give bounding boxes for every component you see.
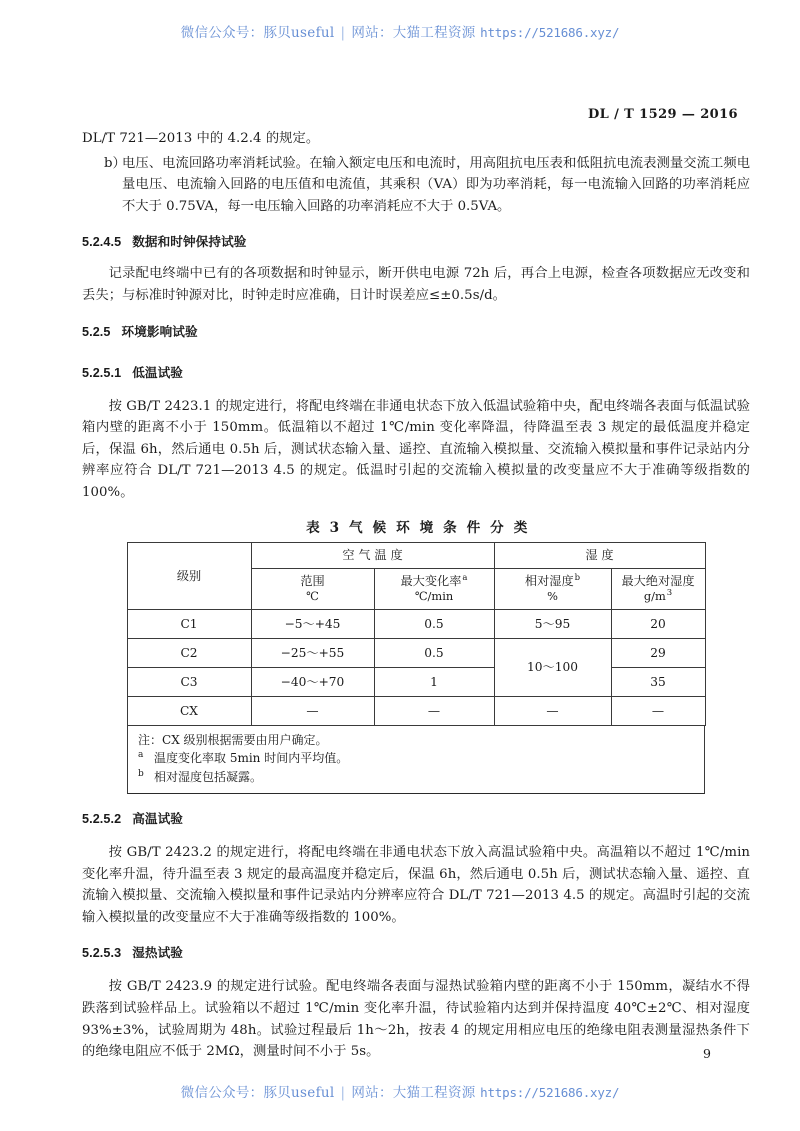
- running-head-text: DL / T 1529 — 2016: [587, 107, 738, 122]
- table-header-max-rate-unit: ℃/min: [414, 589, 454, 604]
- watermark-wechat-label: 微信公众号：豚贝useful: [180, 25, 335, 41]
- table-climate-conditions: [127, 542, 706, 726]
- section-paragraph: 按 GB/T 2423.2 的规定进行，将配电终端在非通电状态下放入高温试验箱中央。高温箱以不超过 1℃/min 变化率升温，待升温至表 3 规定的最高温度并稳定后，保温 6h，然后通电 0.5h 后，测试状态输入量、遥控、直流输入模拟量、交流输入模拟量和事件记录站内分辨率应符合 DL/T 721—2013 4.5 的规定。高温时引起的交流输入模拟量的改变量应不大于准确等级指数的 100%。: [82, 845, 750, 925]
- watermark-site-label: 网站：大猫工程资源: [351, 25, 476, 41]
- section-title: 高温试验: [132, 812, 183, 827]
- footnote-marker-b: b: [574, 572, 581, 583]
- superscript-three: 3: [666, 588, 673, 599]
- cell-level: C1: [127, 609, 251, 638]
- cell-range: −40～+70: [251, 667, 374, 696]
- list-item-text: 电压、电流回路功率消耗试验。在输入额定电压和电流时，用高阻抗电压表和低阻抗电流表测量交流工频电量电压、电流输入回路的电压值和电流值，其乘积（VA）即为功率消耗，每一电流输入回路的功率消耗应不大于 0.75VA，每一电压输入回路的功率消耗应不大于 0.5VA。: [122, 155, 750, 214]
- section-number: 5.2.5.3: [82, 946, 122, 961]
- section-title: 低温试验: [132, 365, 183, 380]
- section-paragraph: 记录配电终端中已有的各项数据和时钟显示，断开供电电源 72h 后，再合上电源，检查各项数据应无改变和丢失；与标准时钟源对比，时钟走时应准确，日计时误差应≤±0.5s/d。: [82, 266, 750, 303]
- cell-range: —: [251, 696, 374, 725]
- watermark-site-label: 网站：大猫工程资源: [351, 1085, 476, 1101]
- cell-abs-humidity: 29: [611, 638, 705, 667]
- table-note-text: 温度变化率取 5min 时间内平均值。: [154, 751, 349, 766]
- cell-rel-humidity: 5～95: [494, 609, 611, 638]
- cell-max-rate: —: [374, 696, 494, 725]
- cell-range: −25～+55: [251, 638, 374, 667]
- list-item: [82, 153, 750, 218]
- section-title: 环境影响试验: [121, 324, 198, 339]
- table-notes: [127, 726, 705, 795]
- cell-level: C2: [127, 638, 251, 667]
- watermark-url: https://521686.xyz/: [480, 1085, 620, 1100]
- table-row: [127, 638, 705, 667]
- watermark-url: https://521686.xyz/: [480, 25, 620, 40]
- page-number: 9: [703, 1046, 711, 1061]
- cell-level: CX: [127, 696, 251, 725]
- table-header-rel-humidity: [494, 568, 611, 609]
- table-header-air-temperature: 空 气 温 度: [251, 542, 494, 568]
- section-paragraph: 按 GB/T 2423.9 的规定进行试验。配电终端各表面与湿热试验箱内壁的距离不小于 150mm，凝结水不得跌落到试验样品上。试验箱以不超过 1℃/min 变化率升温，待试验箱内达到并保持温度 40℃±2℃、相对湿度 93%±3%，试验周期为 48h。试验过程最后 1h～2h，按表 4 的规定用相应电压的绝缘电阻表测量湿热条件下的绝缘电阻应不低于 2MΩ，测量时间不小于 5s。: [82, 979, 750, 1060]
- table-header-abs-humidity: [611, 568, 705, 609]
- table-header-abs-humidity-unit: g/m$^3$: [643, 588, 673, 604]
- section-heading-5-2-5: [82, 323, 750, 342]
- table-note-a: a 温度变化率取 5min 时间内平均值。: [138, 750, 349, 766]
- table-header-rel-humidity-label: 相对湿度: [524, 574, 574, 589]
- table-caption: 表 3 气 候 环 境 条 件 分 类: [306, 519, 530, 536]
- table-note-text: 相对湿度包括凝露。: [154, 769, 263, 784]
- watermark-footer: [0, 1081, 800, 1101]
- table-header-max-rate: [374, 568, 494, 609]
- section-number: 5.2.5.2: [82, 812, 122, 827]
- section-heading-5-2-5-2: [82, 810, 750, 829]
- table-row: [127, 696, 705, 725]
- table-row: [127, 609, 705, 638]
- section-heading-5-2-4-5: [82, 233, 750, 252]
- section-heading-5-2-5-1: [82, 364, 750, 383]
- page-content: [82, 128, 750, 1063]
- table-header-range-label: 范围: [300, 574, 325, 589]
- cell-max-rate: 0.5: [374, 609, 494, 638]
- section-number: 5.2.5.1: [82, 365, 122, 380]
- table-row: [127, 667, 705, 696]
- cell-level: C3: [127, 667, 251, 696]
- section-number: 5.2.5: [82, 324, 111, 339]
- cell-max-rate: 0.5: [374, 638, 494, 667]
- table-header-humidity: 湿 度: [494, 542, 705, 568]
- table-note-general: 注：CX 级别根据需要由用户确定。: [138, 732, 328, 747]
- table-header-range: [251, 568, 374, 609]
- table-note-text: CX 级别根据需要由用户确定。: [162, 732, 328, 747]
- cell-range: −5～+45: [251, 609, 374, 638]
- watermark-header: [0, 21, 800, 41]
- cell-rel-humidity: —: [494, 696, 611, 725]
- cell-rel-humidity: 10～100: [494, 638, 611, 696]
- section-title: 数据和时钟保持试验: [132, 235, 247, 250]
- watermark-separator: |: [340, 25, 346, 41]
- table-header-rel-humidity-unit: %: [547, 589, 558, 604]
- table-header-level: 级别: [127, 542, 251, 609]
- watermark-separator: |: [340, 1085, 346, 1101]
- cell-abs-humidity: 35: [611, 667, 705, 696]
- table-header-range-unit: ℃: [306, 589, 319, 604]
- continued-paragraph: DL/T 721—2013 中的 4.2.4 的规定。: [82, 131, 320, 146]
- section-title: 湿热试验: [132, 946, 183, 961]
- watermark-wechat-label: 微信公众号：豚贝useful: [180, 1085, 335, 1101]
- section-heading-5-2-5-3: [82, 944, 750, 963]
- table-header-row-groups: [127, 542, 705, 568]
- cell-abs-humidity: —: [611, 696, 705, 725]
- section-paragraph: 按 GB/T 2423.1 的规定进行，将配电终端在非通电状态下放入低温试验箱中央，配电终端各表面与低温试验箱内壁的距离不小于 150mm。低温箱以不超过 1℃/min 变化率降温，待降温至表 3 规定的最低温度并稳定后，保温 6h，然后通电 0.5h 后，测试状态输入量、遥控、直流输入模拟量、交流输入模拟量和事件记录站内分辨率应符合 DL/T 721—2013 4.5 的规定。低温时引起的交流输入模拟量的改变量应不大于准确等级指数的 100%。: [82, 398, 750, 500]
- cell-abs-humidity: 20: [611, 609, 705, 638]
- list-item-marker: b）: [104, 155, 126, 171]
- footnote-marker-a: a: [462, 572, 468, 583]
- section-number: 5.2.4.5: [82, 235, 122, 250]
- running-head-standard-number: [588, 107, 738, 122]
- table-note-b: b 相对湿度包括凝露。: [138, 768, 263, 784]
- table-header-max-rate-label: 最大变化率: [400, 574, 462, 589]
- cell-max-rate: 1: [374, 667, 494, 696]
- table-3-block: [82, 516, 750, 795]
- table-header-abs-humidity-label: 最大绝对湿度: [621, 574, 695, 589]
